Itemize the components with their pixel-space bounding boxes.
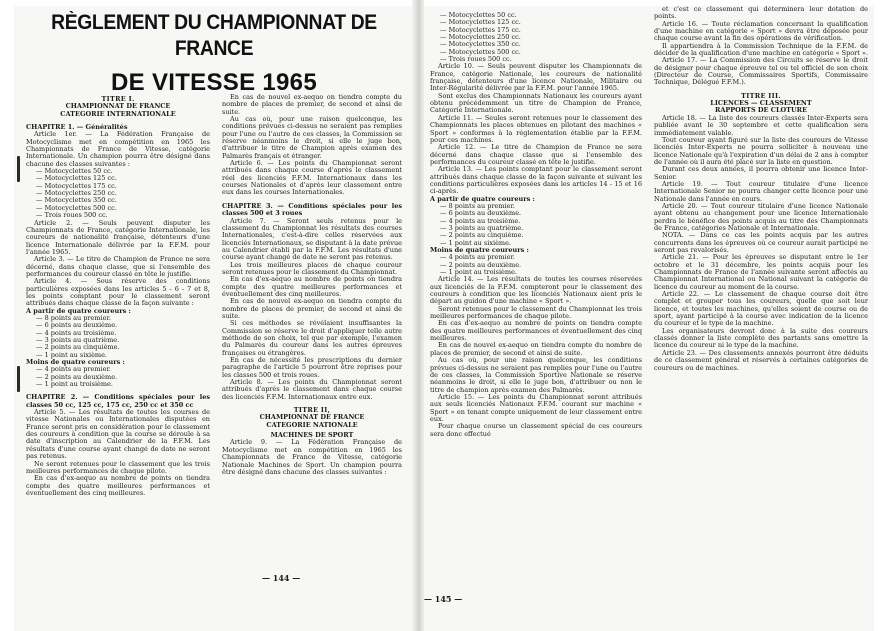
list-item: — Trois roues 500 cc. [440,55,512,64]
list-item: — 4 points au premier. [440,253,515,262]
class-list [430,12,642,63]
list-item: — 6 points au deuxième. [440,209,522,218]
binding-mark [17,366,20,392]
article-paragraph: Tout coureur ayant figuré sur la liste des coureurs de Vitesse licenciés Inter-Experts ne pourra solliciter à nouveau une licence Nationale qu'à l'expiration d'un délai de 2 ans à compter de l'année où il aura été placé sur la liste en question. [654,135,868,166]
right-page [424,6,874,631]
chapter-heading: CHAPITRE 3. — Conditions spéciales pour les classes 500 et 3 roues [222,201,402,218]
article-paragraph: Article 8. — Les points du Championnat seront attribués d'après le classement dans chaque course des licenciés F.F.M. Internationaux entre eux. [222,378,402,401]
article-paragraph: Article 9. — La Fédération Française de Motocyclisme met en compétition en 1965 les Championnats de France de Vitesse, catégorie Nationale Machines de Sport. Un champion pourra être désigné dans chacune des classes suivantes : [222,438,402,476]
article-paragraph: Les trois meilleures places de chaque coureur seront retenues pour le classement du Championnat. [222,260,402,276]
document-title [22,10,406,98]
list-item: — 3 points au quatrième. [440,223,524,232]
chapter-heading: CHAPITRE 2. — Conditions spéciales pour les classes 50 cc, 125 cc, 175 cc, 250 cc et 350 cc [26,393,210,409]
points-heading: Moins de quatre coureurs : [26,358,125,367]
article-paragraph: Pour chaque course un classement spécial de ces coureurs sera donc effectué [430,422,642,438]
article-paragraph: Article 7. — Seront seuls retenus pour le classement du Championnat les résultats des courses Internationales, c'est-à-dire celles réservées aux licenciés Internationaux, se disputant à la date prévue au Calendrier établi par la F.F.M. Les résultats d'une course ayant changé de date ne seront pas retenus. [222,216,402,262]
article-paragraph: Article 15. — Les points du Championnat seront attribués aux seuls licenciés Nationaux F.F.M. courant sur machine « Sport » en tenant compte uniquement de leur classement entre eux. [430,392,642,423]
list-item: — 2 points au cinquième. [36,343,120,352]
article-paragraph: En cas d'ex-aequo au nombre de points on tiendra compte des quatre meilleures performances et éventuellement des cinq meilleures. [430,319,642,343]
page-number-left: — 144 — [262,573,301,583]
article-paragraph: Article 13. — Les points comptant pour le classement seront attribués dans chaque classe de la façon suivante et suivant les conditions particulières exposées dans les articles 14 - 15 et 16 ci-après. [430,165,642,196]
article-paragraph: Article 23. — Des classements annexés pourront être déduits de ce classement général et réservés à certaines catégories de coureurs ou de machines. [654,348,868,372]
list-item: — 6 points au deuxième. [36,321,118,330]
left-column-1 [26,96,210,497]
list-item: — 8 points au premier. [440,201,515,210]
article-paragraph: Article 20. — Tout coureur titulaire d'une licence Nationale ayant obtenu au changement pour une licence Internationale perdra le bénéfice des points acquis au titre des Championnats de France, catégories Nationale et Internationale. [654,201,868,232]
list-item: — Motocyclettes 50 cc. [36,167,113,176]
article-paragraph: En cas de nouvel ex-aequo on tiendra compte du nombre de places de premier, de second et ainsi de suite. [222,93,402,116]
article-paragraph: En cas d'ex-aequo au nombre de points on tiendra compte des quatre meilleures performances et éventuellement des cinq meilleures. [222,275,402,298]
list-item: — 1 point au sixième. [440,238,511,247]
right-column-1 [430,12,642,438]
class-list [26,168,210,219]
article-paragraph: Article 22. — Le classement de chaque course doit être complet et grouper tous les coureurs, quelle que soit leur licence, et toutes les machines, qu'elles soient de course ou de sport, ayant participé à la course avec indication de la licence du coureur et le type de la machine. [654,290,868,328]
article-paragraph: Article 3. — Le titre de Champion de France ne sera décerné, dans chaque classe, que si l'ensemble des performances du coureur classé en tête le justifie. [26,255,210,278]
article-paragraph: Article 10. — Seuls peuvent disputer les Championnats de France, catégorie Nationale, les coureurs de nationalité française, détenteurs d'une licence Nationale, Militaire ou Inter-Régularité délivrée par la F.F.M. pour l'année 1965. [430,62,642,93]
title-line-1: RÈGLEMENT DU CHAMPIONNAT DE FRANCE [51,11,377,60]
article-paragraph: NOTA. — Dans ce cas les points acquis par les autres concurrents dans les épreuves où ce coureur aurait participé ne seront pas revalorisés. [654,231,868,254]
article-paragraph: Au cas où, pour une raison quelconque, les conditions prévues ci-dessus ne seraient pas remplies pour l'une ou l'autre de ces classes, la Commission se réserve néanmoins le droit, si elle le juge bon, d'attribuer le titre de Champion après examen des Palmarès français et étranger. [222,115,402,160]
section-subtitle: RAPPORTS DE CLOTURE [714,106,808,115]
page-number-right: — 145 — [424,594,463,604]
list-item: — Motocyclettes 125 cc. [36,174,117,183]
section-subtitle: CATEGORIE NATIONALE [266,420,358,429]
book-gutter [412,0,424,631]
section-subtitle: CHAMPIONNAT DE FRANCE [259,413,365,422]
list-item: — 1 point au troisième. [440,268,517,277]
chapter-heading: CHAPITRE 1. — Généralités [26,123,128,132]
article-paragraph: Article 4. — Sous réserve des conditions particulières exposées dans les articles 5 - 6 - 7 et 8, les points comptant pour le classement seront attribués dans chaque classe de la façon suivante : [26,277,210,308]
section-subtitle: CHAMPIONNAT DE FRANCE [65,102,171,111]
points-heading: A partir de quatre coureurs : [26,306,131,315]
title-line-2: DE VITESSE 1965 [111,69,317,96]
article-paragraph: Les organisateurs devront donc à la suite des coureurs classés donner la liste complète des partants sans omettre la licence du coureur ni le type de la machine. [654,326,868,350]
section-subtitle: CATEGORIE INTERNATIONALE [60,109,176,118]
list-item: — 8 points au premier. [36,313,111,322]
list-item: — Motocyclettes 350 cc. [440,40,521,49]
article-paragraph: Article 5. — Les résultats de toutes les courses de vitesse Nationales ou Internationales disputées en France seront pris en considération pour le classement des coureurs à condition que la course se déroule à sa date d'inscription au Calendrier de la F.F.M. Les résultats d'une course ayant changé de date ne seront pas retenus. [26,408,210,461]
list-item: — Motocyclettes 175 cc. [36,181,117,190]
list-item: — 4 points au troisième. [36,328,117,337]
article-paragraph: En cas de nouvel ex-aequo on tiendra compte du nombre de places de premier, de second et ainsi de suite. [430,341,642,357]
class-list [430,203,642,247]
list-item: — Motocyclettes 500 cc. [440,47,521,56]
right-column-2 [654,6,868,372]
list-item: — 1 point au troisième. [36,380,113,389]
section-subtitle: MACHINES DE SPORT [270,431,354,440]
class-list [26,366,210,388]
article-paragraph: Article 14. — Les résultats de toutes les courses réservées aux licenciés de la F.F.M. compteront pour le classement des coureurs à condition que les licenciés Nationaux aient pris le départ au guidon d'une machine « Sport ». [430,275,642,306]
list-item: — 2 points au deuxième. [440,260,522,269]
article-paragraph: Sont exclus des Championnats Nationaux les coureurs ayant obtenu précédemment un titre de Champion de France, Catégorie Internationale. [430,91,642,115]
list-item: — 2 points au cinquième. [440,231,524,240]
list-item: — Motocyclettes 350 cc. [36,196,117,205]
list-item: — Motocyclettes 250 cc. [36,189,117,198]
article-paragraph: Si ces méthodes se révélaient insuffisantes la Commission se réserve le droit d'appliquer telle autre méthode de son choix, tel que par exemple, l'examen du Palmarès du coureur dans les autres épreuves françaises ou étrangères. [222,319,402,357]
article-paragraph: Ne seront retenues pour le classement que les trois meilleures performances de chaque pilote. [26,459,210,475]
article-paragraph: Article 6. — Les points du Championnat seront attribués dans chaque course d'après le classement réel des licenciés F.F.M. Internationaux dans les courses Nationales et d'après leur classement entre eux dans les courses Internationales. [222,159,402,197]
article-paragraph: Durant ces deux années, il pourra obtenir une licence Inter-Senior. [654,165,868,181]
article-paragraph: Article 17. — La Commission des Circuits se réserve le droit de désigner pour chaque épreuve tel ou tel officiel de son choix (Directeur de Course, Commissaires Sportifs, Commissaire Technique, Délégué F.F.M.). [654,56,868,87]
list-item: — 2 points au deuxième. [36,372,118,381]
list-item: — Motocyclettes 500 cc. [36,203,117,212]
article-paragraph: En cas d'ex-aequo au nombre de points on tiendra compte des quatre meilleures performances et éventuellement des cinq meilleures. [26,474,210,497]
binding-mark [17,156,20,182]
article-paragraph: Article 12. — Le titre de Champion de France ne sera décerné dans chaque classe que si l'ensemble des performances du coureur classé en tête le justifie. [430,143,642,166]
section-title: TITRE III. [741,91,781,100]
article-paragraph: Article 2. — Seuls peuvent disputer les Championnats de France, catégorie Internationale, les coureurs de nationalité française, détenteurs d'une licence Internationale délivrée par la F.F.M. pour l'année 1965. [26,218,210,256]
left-column-2 [222,94,402,476]
points-heading: Moins de quatre coureurs : [430,246,529,254]
list-item: — Motocyclettes 250 cc. [440,33,521,42]
article-paragraph: En cas de nouvel ex-aequo on tiendra compte du nombre de places de premier, de second et ainsi de suite. [222,297,402,320]
list-item: — 4 points au troisième. [440,216,521,225]
points-heading: A partir de quatre coureurs : [430,194,535,203]
list-item: — Motocyclettes 175 cc. [440,25,521,34]
left-page [14,6,412,631]
article-paragraph: Article 19. — Tout coureur titulaire d'une licence Internationale Senior ne pourra changer cette licence pour une Nationale dans l'année en cours. [654,179,868,203]
article-paragraph: Article 11. — Seules seront retenues pour le classement des Championnats les places obtenues en pilotant des machines « Sport » conformes à la réglementation établie par la F.F.M. pour ces machines. [430,113,642,144]
list-item: — 3 points au quatrième. [36,336,120,344]
article-paragraph: Article 16. — Toute réclamation concernant la qualification d'une machine en catégorie « Sport » devra être déposée pour chaque course avant la fin des opérations de vérification. [654,19,868,43]
class-list [430,254,642,276]
list-item: — 4 points au premier. [36,365,111,374]
list-item: — Trois roues 500 cc. [36,211,108,220]
section-title: TITRE II, [293,406,331,415]
article-paragraph: Article 18. — La liste des coureurs classés Inter-Experts sera publiée avant le 30 septembre et cette qualification sera immédiatement valable. [654,113,868,137]
list-item: — Motocyclettes 50 cc. [440,11,517,19]
list-item: — Motocyclettes 125 cc. [440,18,521,27]
class-list [26,315,210,359]
section-title: TITRE I. [101,95,135,103]
article-paragraph: Il appartiendra à la Commission Technique de la F.F.M. de décider de la qualification d'une machine en catégorie « Sport ». [654,41,869,58]
article-paragraph: Au cas où, pour une raison quelconque, les conditions prévues ci-dessus ne seraient pas remplies pour l'une ou l'autre de ces classes, la Commission Sportive Nationale se réserve néanmoins le droit, si elle le juge bon, d'attribuer ou non le titre de champion après examen des Palmarès. [430,356,642,394]
section-subtitle: LICENCES — CLASSEMENT [710,99,812,108]
article-paragraph: Seront retenues pour le classement du Championnat les trois meilleures performances de chaque pilote. [430,304,642,321]
article-paragraph: Article 1er. — La Fédération Française de Motocyclisme met en compétition en 1965 les Championnats de France de Vitesse, catégorie Internationale. Un champion pourra être désigné dans chacune des classes suivantes : [26,130,210,168]
list-item: — 1 point au sixième. [36,350,107,359]
article-paragraph: et c'est ce classement qui déterminera leur dotation de points. [654,6,868,21]
article-paragraph: Article 21. — Pour les épreuves se disputant entre le 1er octobre et le 31 décembre, les points acquis pour les Championnats de France de l'année suivante seront affectés au Championnat International ou National suivant la catégorie de licence du coureur au moment de la course. [654,253,868,291]
article-paragraph: En cas de nécessité les prescriptions du dernier paragraphe de l'article 5 pourront être reprises pour les classes 500 et trois roues. [222,356,402,379]
